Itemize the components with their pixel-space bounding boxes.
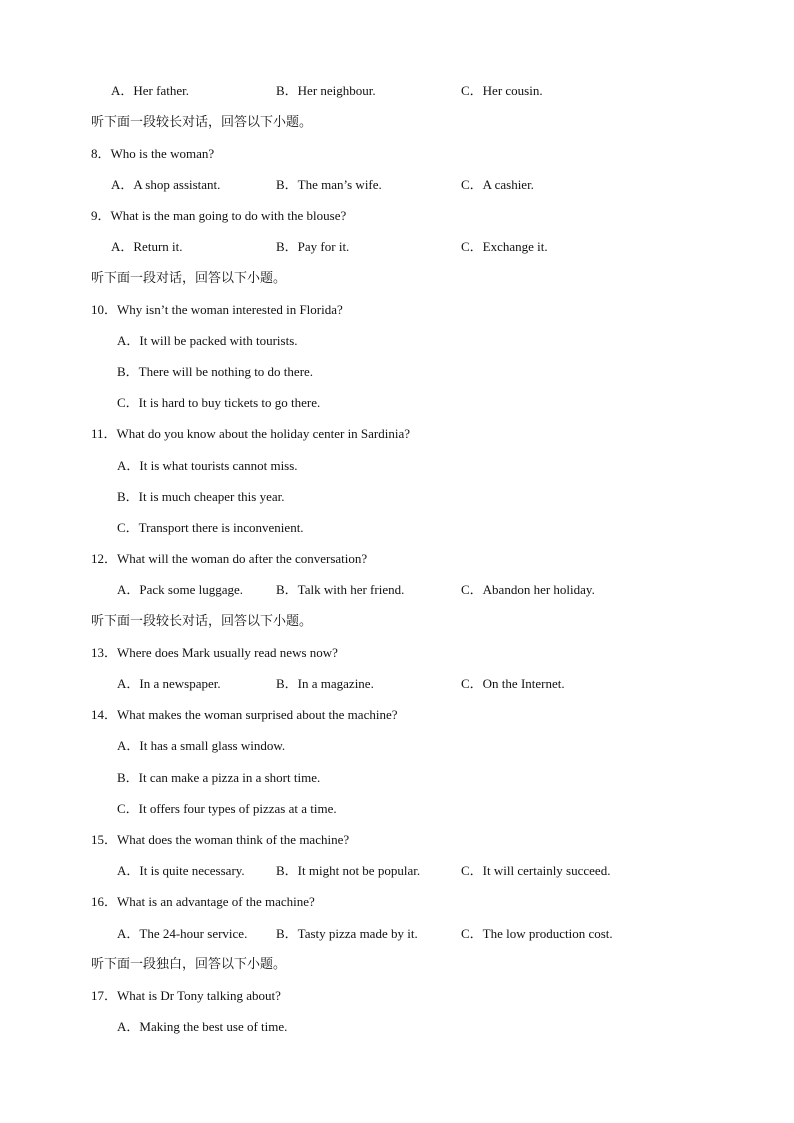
q8-option-a[interactable]: A．A shop assistant. (111, 177, 221, 192)
q16-options-row (0, 924, 794, 944)
q11-stem: 11．What do you know about the holiday center in Sardinia? (91, 426, 411, 441)
q14-option-a[interactable]: A．It has a small glass window. (117, 738, 286, 753)
q7-option-a[interactable]: A．Her father. (111, 83, 189, 98)
q7-options-row (0, 81, 794, 101)
q9-options-row (0, 237, 794, 257)
q13-option-a[interactable]: A．In a newspaper. (117, 676, 221, 691)
q12-option-b[interactable]: B．Talk with her friend. (276, 582, 405, 597)
q9-stem: 9．What is the man going to do with the blouse? (91, 208, 347, 223)
q15-option-c[interactable]: C．It will certainly succeed. (461, 863, 611, 878)
q7-option-c[interactable]: C．Her cousin. (461, 83, 543, 98)
q14-option-b[interactable]: B．It can make a pizza in a short time. (117, 770, 321, 785)
q16-option-c[interactable]: C．The low production cost. (461, 926, 613, 941)
q9-option-a[interactable]: A．Return it. (111, 239, 183, 254)
q11-option-b[interactable]: B．It is much cheaper this year. (117, 489, 285, 504)
q11-option-a[interactable]: A．It is what tourists cannot miss. (117, 458, 298, 473)
q7-option-b[interactable]: B．Her neighbour. (276, 83, 376, 98)
section-instruction-1: 听下面一段较长对话，回答以下小题。 (91, 115, 313, 130)
q12-stem: 12．What will the woman do after the conversation? (91, 551, 368, 566)
q9-option-c[interactable]: C．Exchange it. (461, 239, 548, 254)
q13-stem: 13．Where does Mark usually read news now? (91, 645, 338, 660)
q8-stem: 8．Who is the woman? (91, 146, 215, 161)
q16-option-a[interactable]: A．The 24-hour service. (117, 926, 248, 941)
q13-option-b[interactable]: B．In a magazine. (276, 676, 374, 691)
q15-option-a[interactable]: A．It is quite necessary. (117, 863, 245, 878)
q12-option-c[interactable]: C．Abandon her holiday. (461, 582, 595, 597)
q11-option-c[interactable]: C．Transport there is inconvenient. (117, 520, 304, 535)
q17-stem: 17．What is Dr Tony talking about? (91, 988, 281, 1003)
q13-options-row (0, 674, 794, 694)
section-instruction-3: 听下面一段较长对话，回答以下小题。 (91, 614, 313, 629)
q8-option-c[interactable]: C．A cashier. (461, 177, 534, 192)
q10-stem: 10．Why isn’t the woman interested in Florida? (91, 302, 343, 317)
q15-options-row (0, 861, 794, 881)
q14-stem: 14．What makes the woman surprised about the machine? (91, 707, 398, 722)
q13-option-c[interactable]: C．On the Internet. (461, 676, 565, 691)
q16-stem: 16．What is an advantage of the machine? (91, 894, 315, 909)
section-instruction-4: 听下面一段独白，回答以下小题。 (91, 957, 287, 972)
q17-option-a[interactable]: A．Making the best use of time. (117, 1019, 288, 1034)
q15-option-b[interactable]: B．It might not be popular. (276, 863, 421, 878)
q10-option-b[interactable]: B．There will be nothing to do there. (117, 364, 314, 379)
q12-option-a[interactable]: A．Pack some luggage. (117, 582, 244, 597)
q15-stem: 15．What does the woman think of the machine? (91, 832, 350, 847)
q16-option-b[interactable]: B．Tasty pizza made by it. (276, 926, 418, 941)
section-instruction-2: 听下面一段对话，回答以下小题。 (91, 271, 287, 286)
q10-option-a[interactable]: A．It will be packed with tourists. (117, 333, 298, 348)
q10-option-c[interactable]: C．It is hard to buy tickets to go there. (117, 395, 321, 410)
q8-options-row (0, 175, 794, 195)
q14-option-c[interactable]: C．It offers four types of pizzas at a time. (117, 801, 337, 816)
q9-option-b[interactable]: B．Pay for it. (276, 239, 350, 254)
q12-options-row (0, 580, 794, 600)
q8-option-b[interactable]: B．The man’s wife. (276, 177, 382, 192)
